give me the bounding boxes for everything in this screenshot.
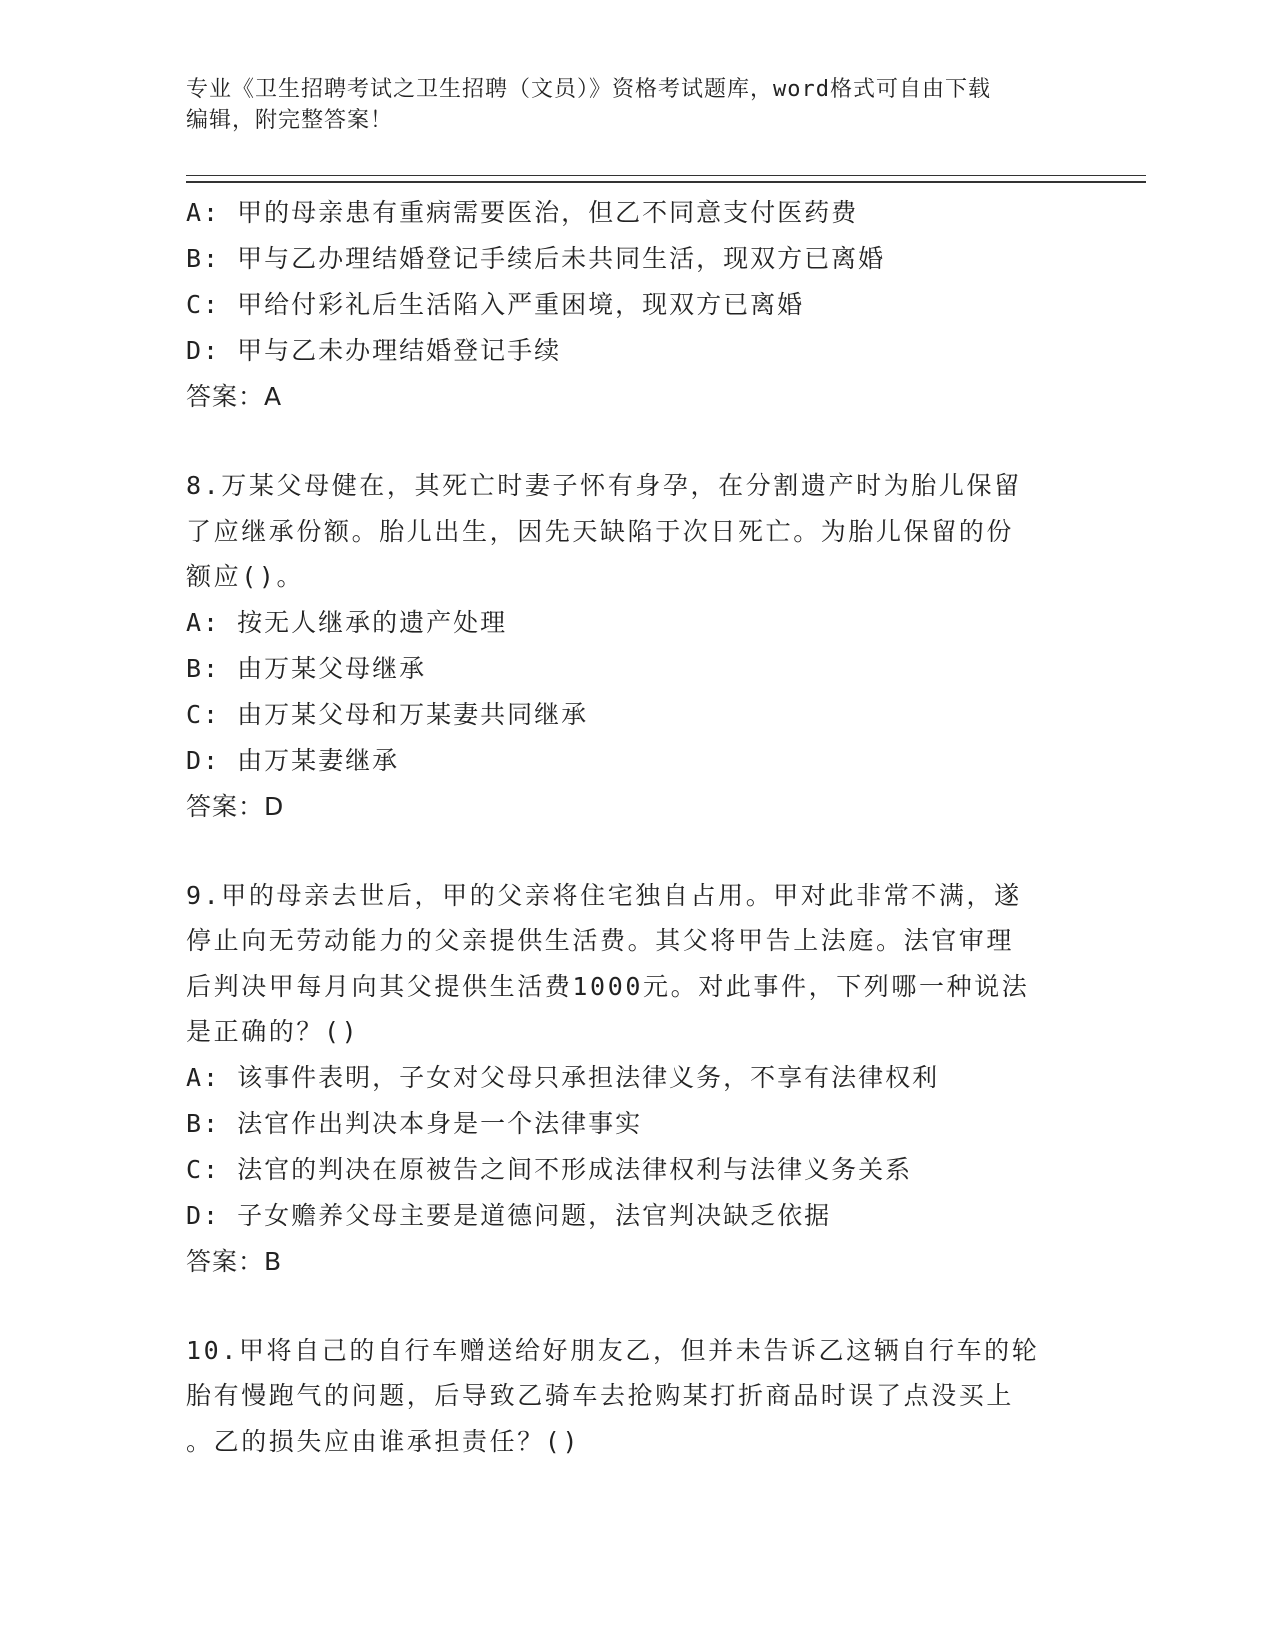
spacer bbox=[186, 1285, 1086, 1328]
answer: 答案：D bbox=[186, 791, 285, 821]
question-7 bbox=[186, 190, 1086, 420]
stem-line: 了应继承份额。胎儿出生，因先天缺陷于次日死亡。为胎儿保留的份 bbox=[186, 516, 1015, 546]
option-d: D: 由万某妻继承 bbox=[186, 745, 400, 775]
stem-line: 是正确的？() bbox=[186, 1017, 360, 1046]
question-8 bbox=[186, 463, 1086, 830]
stem-line: 额应()。 bbox=[186, 562, 305, 591]
stem-line: 胎有慢跑气的问题，后导致乙骑车去抢购某打折商品时误了点没买上 bbox=[186, 1381, 1015, 1410]
stem-line: 8.万某父母健在，其死亡时妻子怀有身孕，在分割遗产时为胎儿保留 bbox=[186, 471, 1022, 500]
option-a: A: 甲的母亲患有重病需要医治，但乙不同意支付医药费 bbox=[186, 198, 859, 227]
spacer bbox=[186, 830, 1086, 873]
option-d: D: 子女赡养父母主要是道德问题，法官判决缺乏依据 bbox=[186, 1200, 832, 1230]
header-divider-thin bbox=[186, 175, 1146, 176]
option-c: C: 法官的判决在原被告之间不形成法律权利与法律义务关系 bbox=[186, 1154, 913, 1184]
option-b: B: 由万某父母继承 bbox=[186, 653, 427, 683]
stem-line: 10.甲将自己的自行车赠送给好朋友乙，但并未告诉乙这辆自行车的轮 bbox=[186, 1335, 1040, 1365]
stem-line: 。乙的损失应由谁承担责任？() bbox=[186, 1426, 581, 1456]
question-stem bbox=[186, 1328, 1086, 1465]
spacer bbox=[186, 420, 1086, 463]
question-9 bbox=[186, 873, 1086, 1285]
option-b: B: 法官作出判决本身是一个法律事实 bbox=[186, 1108, 643, 1138]
option-d: D: 甲与乙未办理结婚登记手续 bbox=[186, 336, 562, 365]
option-b: B: 甲与乙办理结婚登记手续后未共同生活，现双方已离婚 bbox=[186, 244, 886, 273]
option-a: A: 该事件表明，子女对父母只承担法律义务，不享有法律权利 bbox=[186, 1062, 940, 1092]
stem-line: 停止向无劳动能力的父亲提供生活费。其父将甲告上法庭。法官审理 bbox=[186, 926, 1015, 955]
option-c: C: 甲给付彩礼后生活陷入严重困境，现双方已离婚 bbox=[186, 290, 805, 319]
answer: 答案：A bbox=[186, 382, 283, 411]
answer: 答案：B bbox=[186, 1246, 283, 1276]
header-line-2: 编辑，附完整答案！ bbox=[186, 108, 394, 133]
header-line-1: 专业《卫生招聘考试之卫生招聘（文员）》资格考试题库，word格式可自由下载 bbox=[186, 77, 991, 102]
question-stem bbox=[186, 463, 1086, 600]
stem-line: 9.甲的母亲去世后，甲的父亲将住宅独自占用。甲对此非常不满，遂 bbox=[186, 880, 1022, 910]
question-stem bbox=[186, 873, 1086, 1055]
question-list bbox=[186, 190, 1086, 1464]
header-divider-thick bbox=[186, 181, 1146, 183]
option-a: A: 按无人继承的遗产处理 bbox=[186, 607, 508, 637]
option-c: C: 由万某父母和万某妻共同继承 bbox=[186, 699, 589, 729]
document-header bbox=[186, 74, 1066, 136]
question-10 bbox=[186, 1328, 1086, 1465]
stem-line: 后判决甲每月向其父提供生活费1000元。对此事件，下列哪一种说法 bbox=[186, 971, 1030, 1001]
